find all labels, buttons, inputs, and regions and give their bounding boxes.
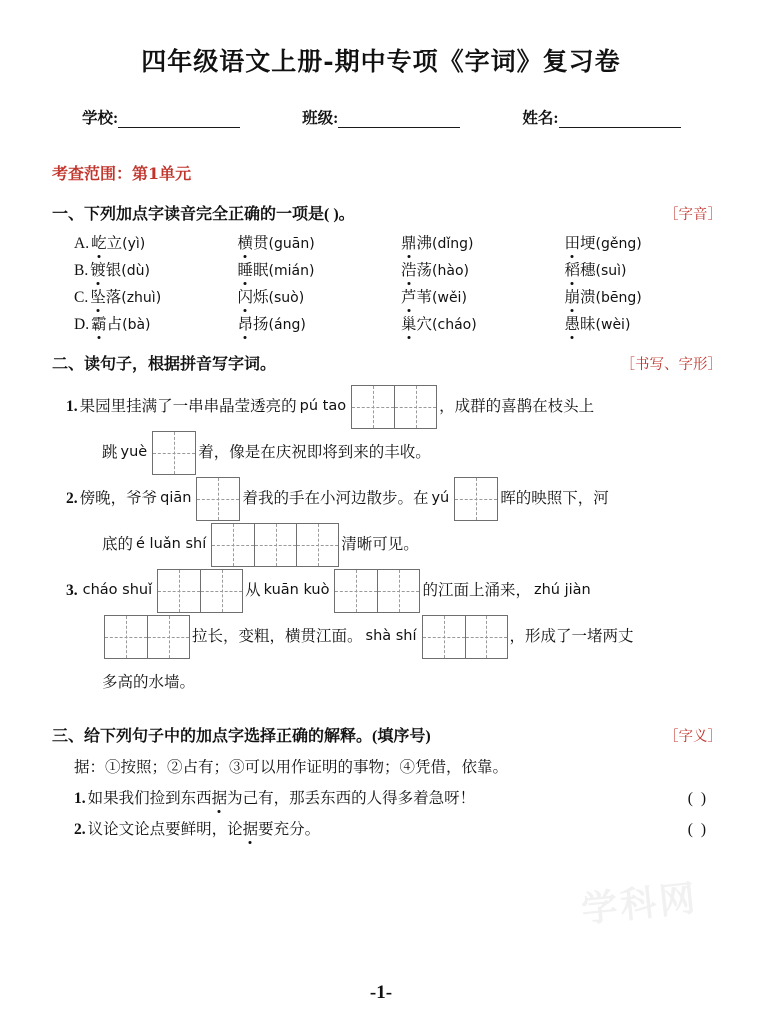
writing-grid[interactable]	[196, 477, 240, 521]
question-line	[66, 614, 728, 660]
answer-row	[0, 817, 762, 839]
pinyin-prompt: é luǎn shí	[136, 536, 207, 553]
pinyin-prompt: pú tao	[299, 398, 347, 415]
mc-option-item[interactable]	[238, 285, 402, 307]
writing-grid-cell[interactable]	[335, 570, 377, 612]
word-remainder: 穴	[416, 316, 433, 333]
writing-grid-cell[interactable]	[423, 616, 465, 658]
writing-grid-cell[interactable]	[158, 570, 200, 612]
pinyin-text: (wěi)	[432, 290, 467, 306]
identification-row	[0, 106, 762, 128]
fill-in-questions	[0, 384, 762, 706]
class-field[interactable]	[302, 106, 460, 128]
mc-option-letter: A.	[74, 235, 90, 252]
answer-number: 2.	[74, 821, 86, 838]
mc-option-item[interactable]	[238, 231, 402, 253]
word-remainder: 扬	[253, 316, 269, 333]
section-three-heading	[0, 723, 762, 746]
answer-bracket[interactable]: ( )	[687, 790, 708, 807]
mc-option-item[interactable]	[401, 285, 565, 307]
section-one-tag: ［字音］	[664, 207, 722, 223]
question-line	[66, 568, 728, 614]
pinyin-text: (áng)	[268, 317, 306, 333]
mc-option-letter: B.	[74, 262, 89, 279]
sentence-after: 为己有，那丢东西的人得多着急呀！	[227, 790, 476, 807]
pinyin-text: (dǐng)	[432, 236, 474, 252]
section-three-title: 三、给下列句子中的加点字选择正确的解释。(填序号)	[52, 728, 431, 745]
pinyin-prompt: yuè	[120, 444, 148, 461]
dotted-character: 田	[565, 231, 581, 253]
mc-option-item[interactable]	[565, 258, 729, 280]
dotted-character: 据	[212, 786, 228, 808]
answer-sentence	[74, 817, 320, 839]
sentence-text: 傍晚，爷爷	[79, 490, 158, 508]
section-two-title: 二、读句子，根据拼音写字词。	[52, 356, 277, 373]
pinyin-prompt: zhú jiàn	[534, 582, 591, 599]
dotted-character: 崩	[565, 285, 581, 307]
question-line	[66, 384, 728, 430]
word-remainder: 昧	[580, 316, 596, 333]
class-label: 班级:	[302, 110, 339, 127]
sentence-text: ，成群的喜鹊在枝头上	[439, 398, 595, 416]
sentence-text: 果园里挂满了一串串晶莹透亮的	[79, 398, 297, 416]
answer-row	[0, 786, 762, 808]
word-remainder: 贯	[253, 235, 269, 252]
answer-sentence	[74, 786, 475, 808]
scope-line: 考查范围：第1单元	[52, 164, 192, 183]
mc-option-item[interactable]	[401, 312, 565, 334]
pinyin-text: (gěng)	[595, 236, 642, 252]
sentence-text: ，形成了一堵两丈	[509, 628, 634, 646]
pinyin-text: (mián)	[268, 263, 315, 279]
sentence-text: 晖的映照下，河	[500, 490, 609, 508]
dotted-character: 巢	[401, 312, 417, 334]
mc-option-item[interactable]	[401, 231, 565, 253]
word-remainder: 溃	[580, 289, 596, 306]
question-line	[66, 660, 728, 706]
writing-grid[interactable]	[211, 523, 339, 567]
mc-option-item[interactable]	[565, 285, 729, 307]
dotted-character: 睡	[238, 258, 254, 280]
mc-option-row[interactable]	[74, 285, 728, 307]
multiple-choice-list	[0, 231, 762, 334]
writing-grid-cell[interactable]	[105, 616, 147, 658]
pinyin-prompt: shà shí	[365, 628, 417, 645]
sentence-text: 着，像是在庆祝即将到来的丰收。	[198, 444, 431, 462]
answer-number: 1.	[74, 790, 86, 807]
question-number: 1.	[66, 398, 78, 416]
dotted-character: 鼎	[401, 231, 417, 253]
question-line	[66, 522, 728, 568]
mc-option-item[interactable]	[74, 231, 238, 253]
sentence-after: 要充分。	[258, 821, 321, 838]
mc-option-row[interactable]	[74, 231, 728, 253]
writing-grid[interactable]	[104, 615, 190, 659]
pinyin-text: (suò)	[268, 290, 305, 306]
mc-option-item[interactable]	[74, 258, 238, 280]
sentence-text: 从	[245, 582, 261, 600]
pinyin-text: (suì)	[595, 263, 627, 279]
sentence-text: 着我的手在小河边散步。在	[242, 490, 429, 508]
section-one-heading	[0, 201, 762, 224]
pinyin-text: (wèi)	[595, 317, 631, 333]
mc-option-letter: C.	[74, 289, 89, 306]
writing-grid-cell[interactable]	[212, 524, 254, 566]
question-line	[66, 476, 728, 522]
pinyin-text: (bēng)	[595, 290, 642, 306]
page-number: -1-	[369, 982, 393, 1003]
section-two-tag: ［书写、字形］	[620, 357, 722, 373]
page-title: 四年级语文上册-期中专项《字词》复习卷	[141, 47, 621, 76]
writing-grid-cell[interactable]	[377, 570, 419, 612]
dotted-character: 镀	[90, 258, 106, 280]
question-line	[66, 430, 728, 476]
definition-line: 据：①按照；②占有；③可以用作证明的事物；④凭借，依靠。	[74, 759, 509, 776]
writing-grid-cell[interactable]	[254, 524, 296, 566]
mc-option-item[interactable]	[238, 312, 402, 334]
writing-grid-cell[interactable]	[455, 478, 497, 520]
dotted-character: 愚	[565, 312, 581, 334]
pinyin-prompt: qiān	[160, 490, 192, 507]
word-remainder: 银	[105, 262, 122, 279]
school-label: 学校:	[82, 110, 119, 127]
class-input-line[interactable]	[338, 112, 460, 128]
sentence-text: 多高的水墙。	[102, 674, 196, 692]
pinyin-text: (hào)	[432, 263, 469, 279]
pinyin-text: (yì)	[122, 236, 146, 252]
mc-option-item[interactable]	[238, 258, 402, 280]
mc-option-item[interactable]	[74, 312, 238, 334]
pinyin-prompt: yú	[431, 490, 450, 507]
writing-grid[interactable]	[351, 385, 437, 429]
dotted-character: 横	[238, 231, 254, 253]
pinyin-text: (cháo)	[432, 317, 477, 333]
pinyin-text: (guān)	[268, 236, 315, 252]
name-label: 姓名:	[522, 110, 559, 127]
mc-option-item[interactable]	[565, 312, 729, 334]
sentence-text: 跳	[102, 444, 118, 462]
sentence-before: 议论文论点要鲜明，论	[87, 821, 243, 838]
sentence-before: 如果我们捡到东西	[87, 790, 212, 807]
word-remainder: 落	[105, 289, 122, 306]
word-remainder: 荡	[416, 262, 433, 279]
writing-grid-cell[interactable]	[352, 386, 394, 428]
dotted-character: 昂	[238, 312, 254, 334]
writing-grid-cell[interactable]	[296, 524, 338, 566]
pinyin-text: (bà)	[122, 317, 151, 333]
mc-option-row[interactable]	[74, 312, 728, 334]
mc-option-letter: D.	[74, 316, 90, 333]
mc-option-row[interactable]	[74, 258, 728, 280]
name-field[interactable]	[522, 106, 680, 128]
question-number: 3.	[66, 582, 78, 600]
school-field[interactable]	[82, 106, 240, 128]
answer-bracket[interactable]: ( )	[687, 821, 708, 838]
pinyin-text: (dù)	[121, 263, 150, 279]
pinyin-prompt: cháo shuǐ	[82, 582, 153, 599]
mc-option-item[interactable]	[565, 231, 729, 253]
section-three-tag: ［字义］	[664, 729, 722, 745]
word-remainder: 烁	[253, 289, 269, 306]
writing-grid-cell[interactable]	[394, 386, 436, 428]
mc-option-item[interactable]	[74, 285, 238, 307]
answer-rows	[0, 786, 762, 839]
pinyin-prompt: kuān kuò	[263, 582, 330, 599]
dotted-character: 坠	[90, 285, 106, 307]
mc-option-item[interactable]	[401, 258, 565, 280]
section-one-title: 一、下列加点字读音完全正确的一项是( )。	[52, 206, 355, 223]
dotted-character: 稻	[565, 258, 581, 280]
writing-grid[interactable]	[334, 569, 420, 613]
dotted-character: 浩	[401, 258, 417, 280]
dotted-character: 芦	[401, 285, 417, 307]
pinyin-text: (zhuì)	[121, 290, 162, 306]
word-remainder: 眠	[253, 262, 269, 279]
sentence-text: 清晰可见。	[341, 536, 419, 554]
dotted-character: 闪	[238, 285, 254, 307]
writing-grid-cell[interactable]	[200, 570, 242, 612]
watermark: 学科网	[579, 876, 701, 931]
school-input-line[interactable]	[118, 112, 240, 128]
word-remainder: 苇	[416, 289, 433, 306]
section-two-heading	[0, 351, 762, 374]
word-remainder: 穗	[580, 262, 596, 279]
writing-grid-cell[interactable]	[153, 432, 195, 474]
writing-grid[interactable]	[422, 615, 508, 659]
writing-grid-cell[interactable]	[197, 478, 239, 520]
writing-grid-cell[interactable]	[465, 616, 507, 658]
dotted-character: 屹	[91, 231, 107, 253]
sentence-text: 的江面上涌来，	[422, 582, 531, 600]
word-remainder: 占	[106, 316, 123, 333]
dotted-character: 据	[243, 817, 259, 839]
sentence-text: 拉长，变粗，横贯江面。	[192, 628, 363, 646]
writing-grid-cell[interactable]	[147, 616, 189, 658]
question-number: 2.	[66, 490, 78, 508]
word-remainder: 沸	[416, 235, 433, 252]
dotted-character: 霸	[91, 312, 107, 334]
writing-grid[interactable]	[157, 569, 243, 613]
word-remainder: 埂	[580, 235, 596, 252]
sentence-text: 底的	[102, 536, 134, 554]
writing-grid[interactable]	[454, 477, 498, 521]
word-remainder: 立	[106, 235, 123, 252]
name-input-line[interactable]	[559, 112, 681, 128]
writing-grid[interactable]	[152, 431, 196, 475]
